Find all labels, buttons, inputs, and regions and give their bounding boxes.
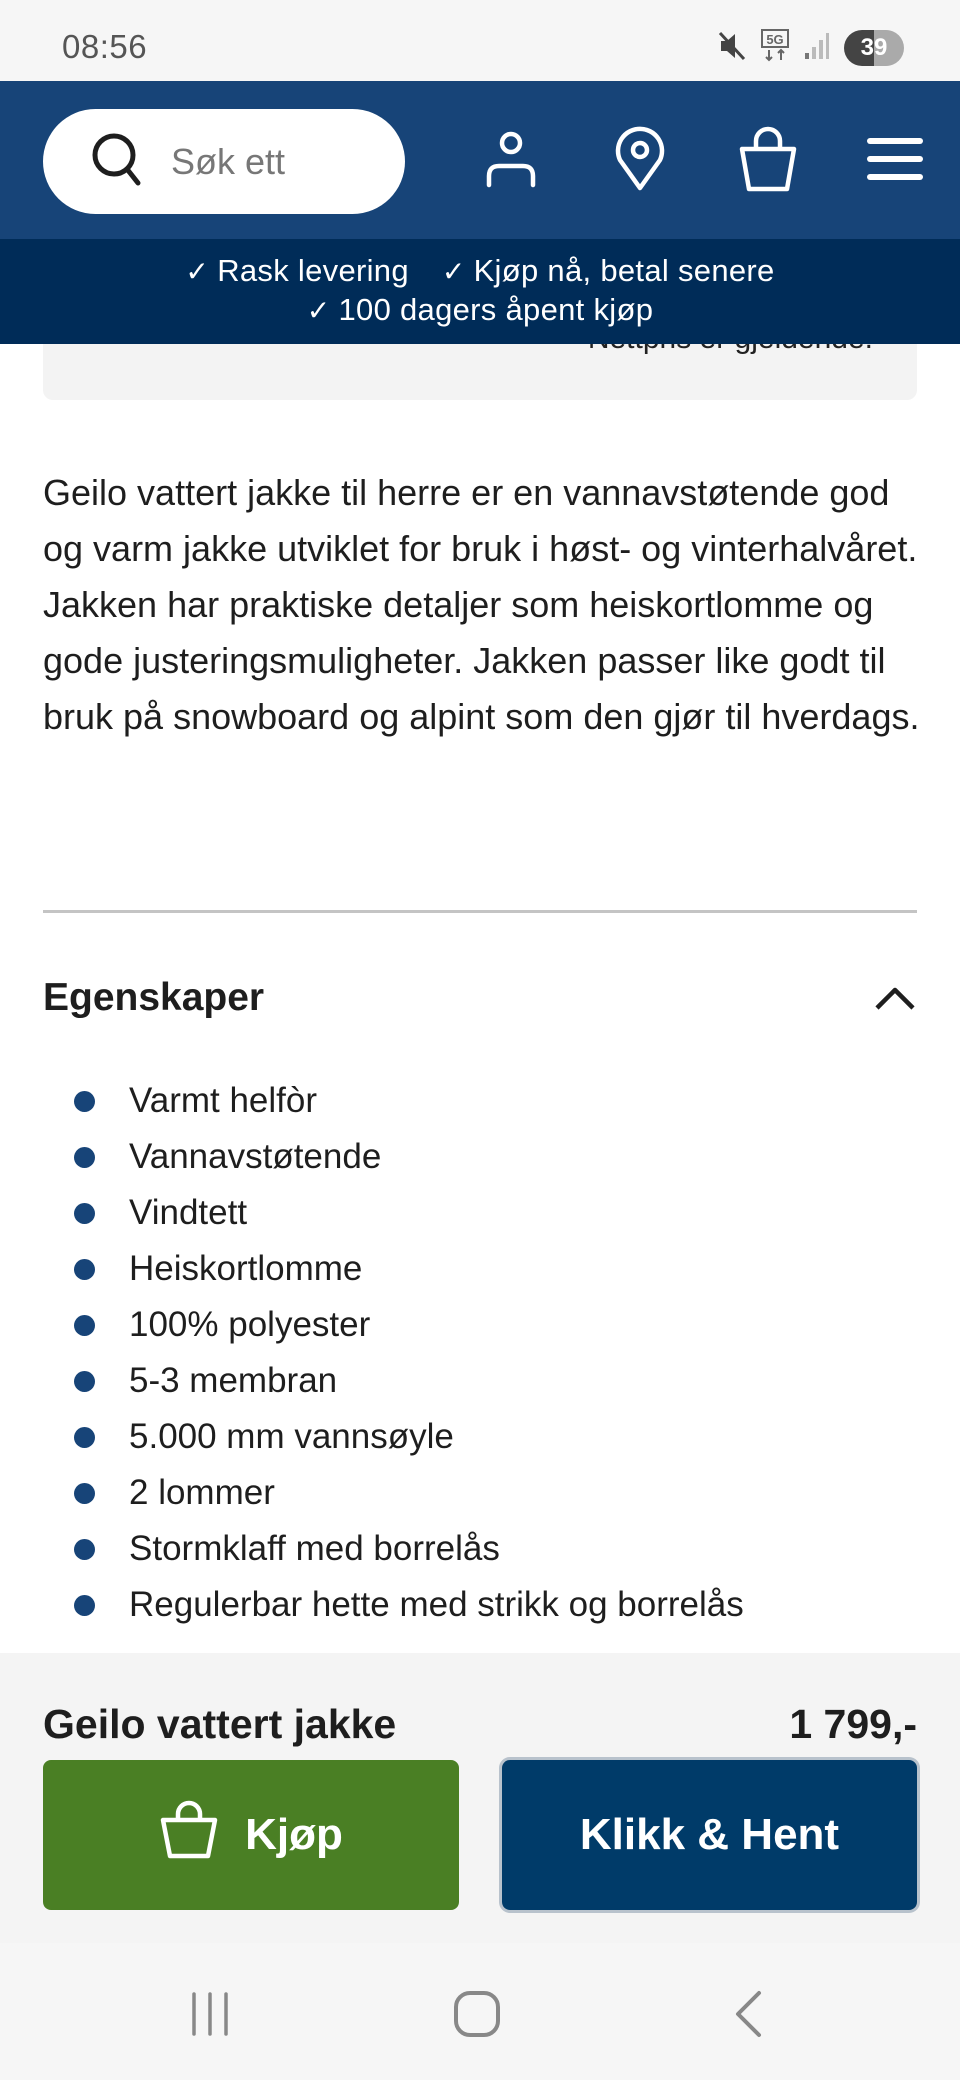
usp-item: ✓ Rask levering <box>185 253 409 288</box>
status-bar <box>0 0 960 81</box>
status-icons <box>718 28 904 68</box>
list-item: Vannavstøtende <box>72 1129 744 1185</box>
bullet-icon <box>74 1203 95 1224</box>
list-item: Regulerbar hette med strikk og borrelås <box>72 1577 744 1633</box>
check-icon: ✓ <box>441 256 466 287</box>
bullet-icon <box>74 1539 95 1560</box>
account-button[interactable] <box>476 121 546 201</box>
location-pin-icon <box>612 126 668 197</box>
section-divider <box>43 910 917 913</box>
sticky-buy-bar <box>0 1653 960 1943</box>
usp-item: ✓ 100 dagers åpent kjøp <box>306 292 654 327</box>
list-item: 5-3 membran <box>72 1353 744 1409</box>
list-item: 5.000 mm vannsøyle <box>72 1409 744 1465</box>
bullet-icon <box>74 1427 95 1448</box>
product-description: Geilo vattert jakke til herre er en vannavstøtende god og varm jakke utviklet for bruk i høst- og vinterhalvåret. Jakken har praktiske detaljer som heiskortlomme og gode justeringsmuligheter. Jakken passer like godt til bruk på snowboard og alpint som den gjør til hverdags. <box>43 472 920 737</box>
svg-text:5G: 5G <box>766 31 784 47</box>
shopping-bag-icon <box>737 125 799 198</box>
list-item: Vindtett <box>72 1185 744 1241</box>
buy-button-label: Kjøp <box>245 1810 343 1859</box>
list-item: Stormklaff med borrelås <box>72 1521 744 1577</box>
home-icon <box>453 1990 501 2043</box>
list-item: Varmt helfòr <box>72 1073 744 1129</box>
back-icon <box>731 1990 765 2043</box>
store-locator-button[interactable] <box>605 121 675 201</box>
check-icon: ✓ <box>306 295 331 326</box>
list-item: 2 lommer <box>72 1465 744 1521</box>
bullet-icon <box>74 1595 95 1616</box>
click-and-collect-label: Klikk & Hent <box>579 1810 840 1859</box>
list-item: Heiskortlomme <box>72 1241 744 1297</box>
bullet-icon <box>74 1147 95 1168</box>
status-time: 08:56 <box>62 28 148 65</box>
menu-button[interactable] <box>860 121 930 201</box>
search-box[interactable] <box>43 109 405 214</box>
bullet-icon <box>74 1315 95 1336</box>
usp-item: ✓ Kjøp nå, betal senere <box>441 253 775 288</box>
bullet-icon <box>74 1371 95 1392</box>
mute-icon <box>718 31 746 66</box>
bullet-icon <box>74 1091 95 1112</box>
recent-apps-button[interactable] <box>180 1991 240 2041</box>
home-button[interactable] <box>447 1991 507 2041</box>
5g-icon <box>760 29 790 68</box>
properties-title: Egenskaper <box>43 976 265 1019</box>
click-and-collect-button[interactable] <box>502 1760 917 1910</box>
signal-icon <box>804 31 830 66</box>
properties-list <box>72 1073 744 1633</box>
system-nav-bar <box>0 1943 960 2080</box>
product-price: 1 799,- <box>789 1701 917 1747</box>
site-header <box>0 81 960 239</box>
cart-button[interactable] <box>733 121 803 201</box>
chevron-up-icon[interactable] <box>873 983 917 1013</box>
battery-indicator: 39 <box>844 30 904 66</box>
check-icon: ✓ <box>185 256 210 287</box>
recent-apps-icon <box>188 1991 232 2042</box>
product-name: Geilo vattert jakke <box>43 1701 397 1747</box>
shopping-bag-icon <box>159 1800 245 1871</box>
search-input[interactable] <box>171 141 371 183</box>
bullet-icon <box>74 1483 95 1504</box>
list-item: 100% polyester <box>72 1297 744 1353</box>
usp-bar <box>0 239 960 344</box>
account-icon <box>484 129 538 194</box>
properties-accordion-header[interactable] <box>43 968 917 1028</box>
hamburger-menu-icon <box>866 135 924 188</box>
buy-button[interactable] <box>43 1760 459 1910</box>
bullet-icon <box>74 1259 95 1280</box>
search-icon <box>89 130 145 193</box>
back-button[interactable] <box>718 1991 778 2041</box>
